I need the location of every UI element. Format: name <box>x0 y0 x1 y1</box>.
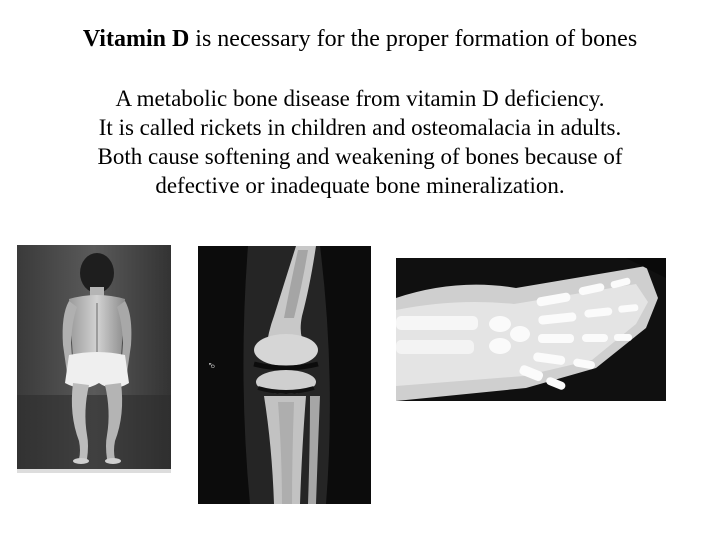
slide-title <box>0 22 720 56</box>
body-line-1: A metabolic bone disease from vitamin D deficiency. <box>115 86 605 111</box>
body-paragraph <box>0 84 720 200</box>
title-rest: is necessary for the proper formation of bones <box>189 26 638 52</box>
hand-xray <box>396 258 666 401</box>
body-line-3: Both cause softening and weakening of bones because of <box>97 144 623 169</box>
title-bold-term: Vitamin D <box>82 26 190 52</box>
body-line-4: defective or inadequate bone mineralization. <box>155 173 565 198</box>
patient-photo <box>17 245 171 473</box>
knee-xray <box>198 246 371 504</box>
svg-text:♂: ♂ <box>205 361 219 370</box>
body-line-2: It is called rickets in children and osteomalacia in adults. <box>98 115 622 140</box>
